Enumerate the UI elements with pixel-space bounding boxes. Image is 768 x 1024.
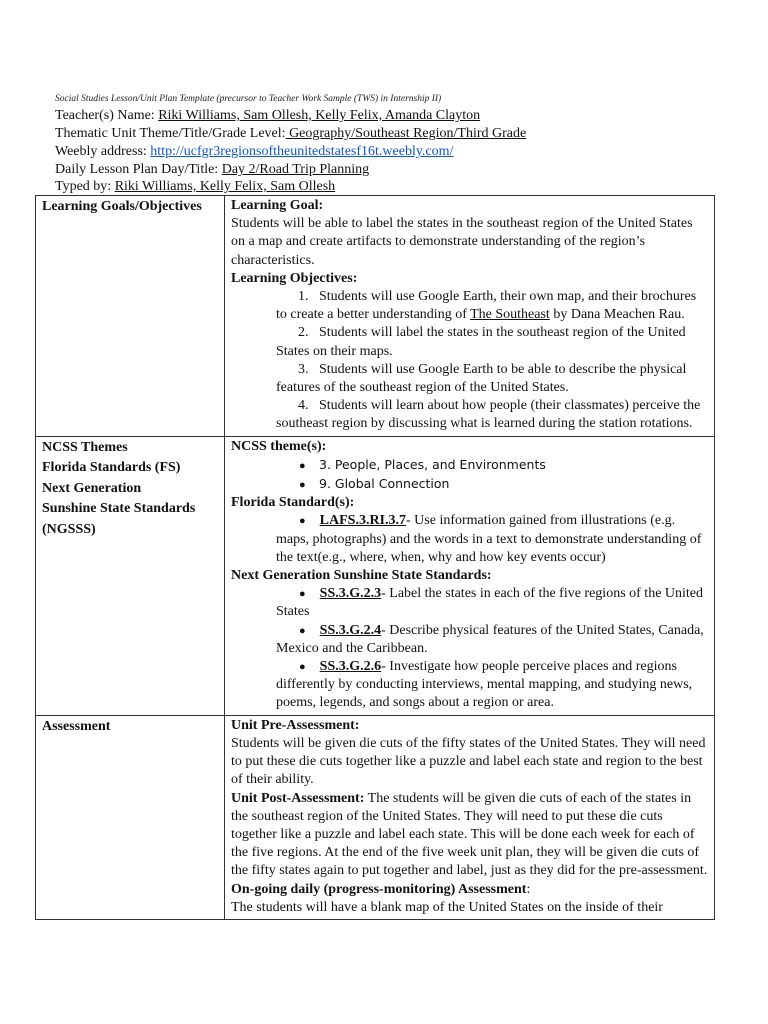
objective-1-book-title: The Southeast [470, 307, 550, 323]
standards-label-cell [36, 436, 225, 715]
objective-4 [231, 397, 709, 433]
teachers-value: Riki Williams, Sam Ollesh, Kelly Felix, Amanda Clayton [158, 108, 481, 123]
bullet-icon: ● [299, 661, 306, 674]
objective-2-number: 2. [298, 325, 309, 341]
ngsss-item-3-text: - Investigate how people perceive places and regions differently by conducting interviews, mental mapping, and studying news, poems, legends, and songs about a region or area. [276, 659, 693, 711]
ngsss-heading: Next Generation Sunshine State Standards: [231, 568, 492, 584]
theme-line [55, 125, 526, 143]
standards-label-nextgen: Next Generation [42, 480, 142, 496]
assessment-content-cell [225, 715, 715, 919]
objective-1-number: 1. [298, 289, 309, 305]
template-subtitle: Social Studies Lesson/Unit Plan Template (precursor to Teacher Work Sample (TWS) in Internship II) [55, 94, 442, 104]
post-assessment-heading: Unit Post-Assessment: [231, 790, 365, 806]
pre-assessment-text: Students will be given die cuts of the fifty states of the United States. They will need to put these die cuts together like a puzzle and label each state and region to the best of their ability. [231, 735, 706, 788]
ncss-item-1 [231, 456, 709, 475]
typed-label: Typed by: [55, 179, 115, 194]
florida-heading: Florida Standard(s): [231, 495, 355, 511]
theme-label: Thematic Unit Theme/Title/Grade Level: [55, 126, 286, 141]
ongoing-assessment-colon: : [526, 881, 531, 897]
ncss-item-1-text: 3. People, Places, and Environments [319, 456, 546, 472]
assessment-row [36, 715, 715, 919]
teachers-line [55, 107, 480, 125]
daily-line [55, 161, 369, 179]
daily-label: Daily Lesson Plan Day/Title: [55, 162, 222, 177]
florida-standard-code: LAFS.3.RI.3.7 [319, 513, 407, 529]
typed-line [55, 178, 335, 196]
ngsss-item-1-code: SS.3.G.2.3 [319, 586, 382, 602]
ncss-heading: NCSS theme(s): [231, 438, 327, 454]
standards-label-ncss: NCSS Themes [42, 439, 128, 455]
objective-2-text: Students will label the states in the southeast region of the United States on their maps. [276, 325, 686, 359]
objective-4-number: 4. [298, 398, 309, 414]
objective-4-text: Students will learn about how people (their classmates) perceive the southeast region by discussing what is learned during the station rotations. [276, 398, 701, 432]
bullet-icon: ● [299, 588, 306, 601]
florida-standard-text: - Use information gained from illustrations (e.g. maps, photographs) and the words in a text to demonstrate understanding of the text(e.g., where, when, why and how key events occur) [276, 513, 702, 565]
weebly-link[interactable]: http://ucfgr3regionsoftheunitedstatesf16t.weebly.com/ [150, 144, 454, 159]
bullet-icon: ● [299, 459, 306, 472]
objective-2 [231, 324, 709, 360]
ongoing-assessment-heading: On-going daily (progress-monitoring) Assessment [231, 881, 527, 897]
teachers-label: Teacher(s) Name: [55, 108, 159, 123]
ngsss-item-3 [231, 658, 709, 713]
standards-content-cell [225, 436, 715, 715]
florida-standard-item [231, 512, 709, 567]
objective-1-text: Students will use Google Earth, their own map, and their brochures to create a better understanding of [276, 289, 697, 323]
ngsss-item-2-text: - Describe physical features of the United States, Canada, Mexico and the Caribbean. [276, 622, 704, 656]
ngsss-item-1 [231, 585, 709, 621]
theme-value: Geography/Southeast Region/Third Grade [285, 126, 527, 141]
ngsss-item-2-code: SS.3.G.2.4 [319, 622, 382, 638]
ncss-item-2 [231, 475, 709, 494]
assessment-label: Assessment [42, 718, 111, 734]
bullet-icon: ● [299, 479, 306, 492]
ngsss-item-3-code: SS.3.G.2.6 [319, 659, 382, 675]
bullet-icon: ● [299, 624, 306, 637]
learning-goal-heading: Learning Goal: [231, 198, 324, 213]
ngsss-item-1-text: - Label the states in each of the five regions of the United States [276, 586, 704, 620]
ngsss-item-2 [231, 622, 709, 658]
objective-1 [231, 288, 709, 324]
weebly-label: Weebly address: [55, 144, 151, 159]
objective-3-number: 3. [298, 361, 309, 377]
ongoing-assessment-heading-line [231, 881, 709, 899]
learning-goal-text: Students will be able to label the states in the southeast region of the United States on a map and create artifacts to demonstrate understanding of the region’s characteristics. [231, 216, 693, 268]
daily-value: Day 2/Road Trip Planning [221, 162, 370, 177]
standards-label-fs: Florida Standards (FS) [42, 460, 181, 476]
goals-content-cell [225, 196, 715, 437]
lesson-plan-table [35, 195, 715, 920]
objective-1-text-end: by Dana Meachen Rau. [549, 307, 685, 323]
goals-label-cell [36, 196, 225, 437]
bullet-icon: ● [299, 515, 306, 528]
weebly-line [55, 143, 453, 161]
objective-3-text: Students will use Google Earth to be able to describe the physical features of the southeast region of the United States. [276, 361, 687, 396]
ncss-item-2-text: 9. Global Connection [319, 476, 450, 492]
standards-label-ngsss: (NGSSS) [42, 521, 96, 537]
assessment-label-cell [36, 715, 225, 919]
typed-value: Riki Williams, Kelly Felix, Sam Ollesh [114, 179, 336, 194]
ongoing-assessment-text: The students will have a blank map of the United States on the inside of their [231, 899, 663, 915]
goals-label: Learning Goals/Objectives [42, 199, 202, 214]
standards-label-sunshine: Sunshine State Standards [42, 501, 196, 517]
standards-row [36, 436, 715, 715]
learning-objectives-heading: Learning Objectives: [231, 270, 358, 286]
objective-3 [231, 361, 709, 397]
goals-row [36, 196, 715, 437]
post-assessment [231, 790, 709, 881]
post-assessment-text: The students will be given die cuts of each of the states in the southeast region of the United States. They will need to put these die cuts together like a puzzle and label each state. This will be done each week for each of the five regions. At the end of the five week unit plan, they will be given die cuts of the fifty states again to put together and label, just as they did for the pre-assessment. [231, 790, 708, 879]
pre-assessment-heading: Unit Pre-Assessment: [231, 717, 360, 733]
